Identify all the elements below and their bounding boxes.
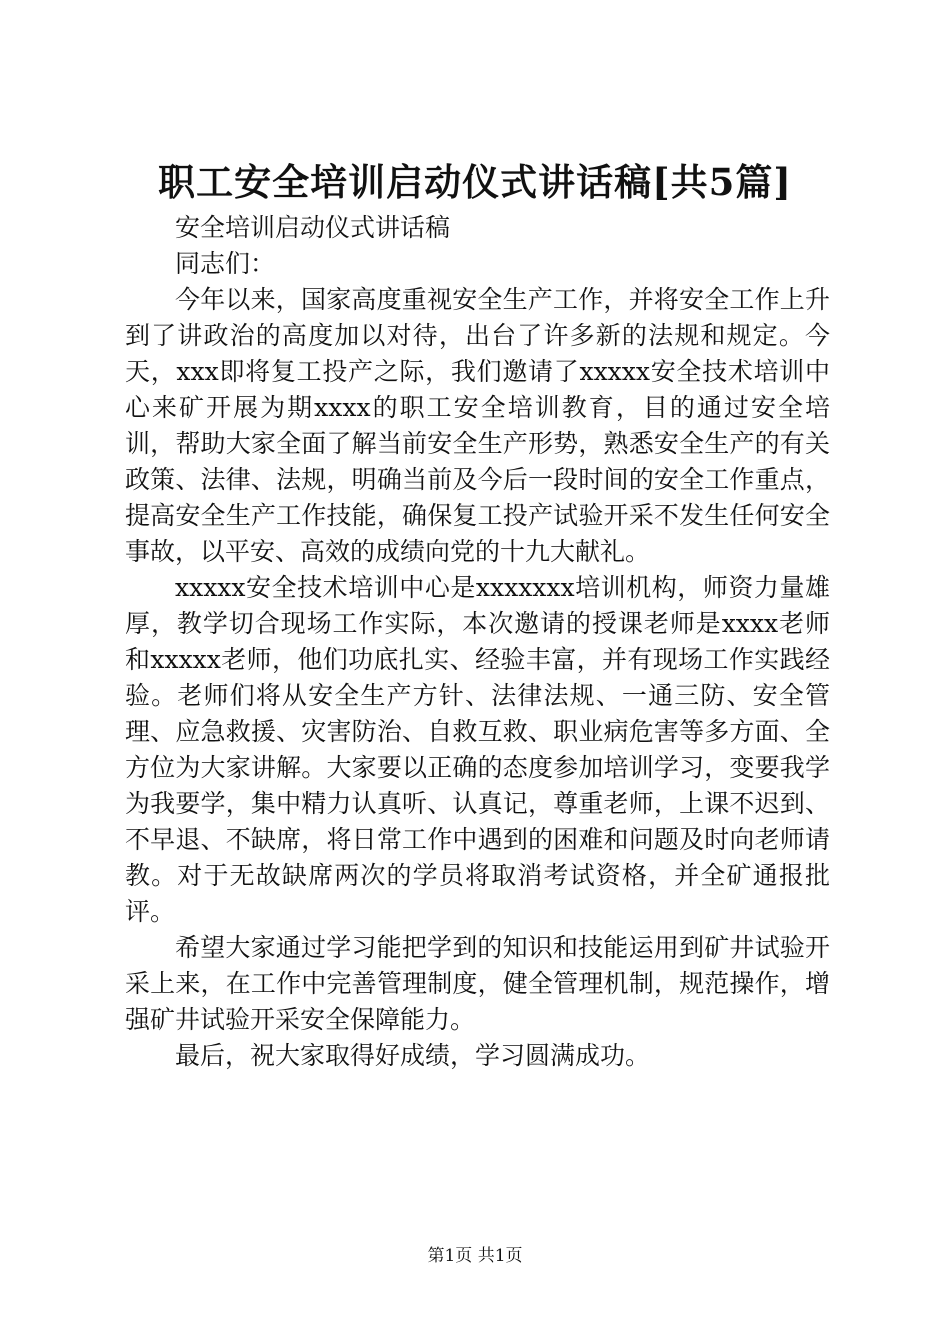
document-title: 职工安全培训启动仪式讲话稿[共5篇] [158, 160, 792, 204]
body-paragraph: 最后，祝大家取得好成绩，学习圆满成功。 [175, 1041, 651, 1070]
body-paragraph: 今年以来，国家高度重视安全生产工作，并将安全工作上升到了讲政治的高度加以对待，出台了许多新的法规和规定。今天，xxx即将复工投产之际，我们邀请了xxxxx安全技术培训中心来矿开展为期xxxx的职工安全培训教育，目的通过安全培训，帮助大家全面了解当前安全生产形势，熟悉安全生产的有关政策、法律、法规，明确当前及今后一段时间的安全工作重点，提高安全生产工作技能，确保复工投产试验开采不发生任何安全事故，以平安、高效的成绩向党的十九大献礼。 [125, 285, 830, 566]
body-paragraph: 希望大家通过学习能把学到的知识和技能运用到矿井试验开采上来，在工作中完善管理制度，健全管理机制，规范操作，增强矿井试验开采安全保障能力。 [125, 933, 830, 1034]
subtitle-line: 安全培训启动仪式讲话稿 [175, 213, 451, 242]
body-paragraph: xxxxx安全技术培训中心是xxxxxxx培训机构，师资力量雄厚，教学切合现场工作实际，本次邀请的授课老师是xxxx老师和xxxxx老师，他们功底扎实、经验丰富，并有现场工作实践经验。老师们将从安全生产方针、法律法规、一通三防、安全管理、应急救援、灾害防治、自救互救、职业病危害等多方面、全方位为大家讲解。大家要以正确的态度参加培训学习，变要我学为我要学，集中精力认真听、认真记，尊重老师，上课不迟到、不早退、不缺席，将日常工作中遇到的困难和问题及时向老师请教。对于无故缺席两次的学员将取消考试资格，并全矿通报批评。 [125, 573, 830, 926]
page-footer: 第1页 共1页 [427, 1246, 523, 1266]
document-body [125, 210, 830, 1074]
salutation-line: 同志们： [175, 249, 276, 278]
